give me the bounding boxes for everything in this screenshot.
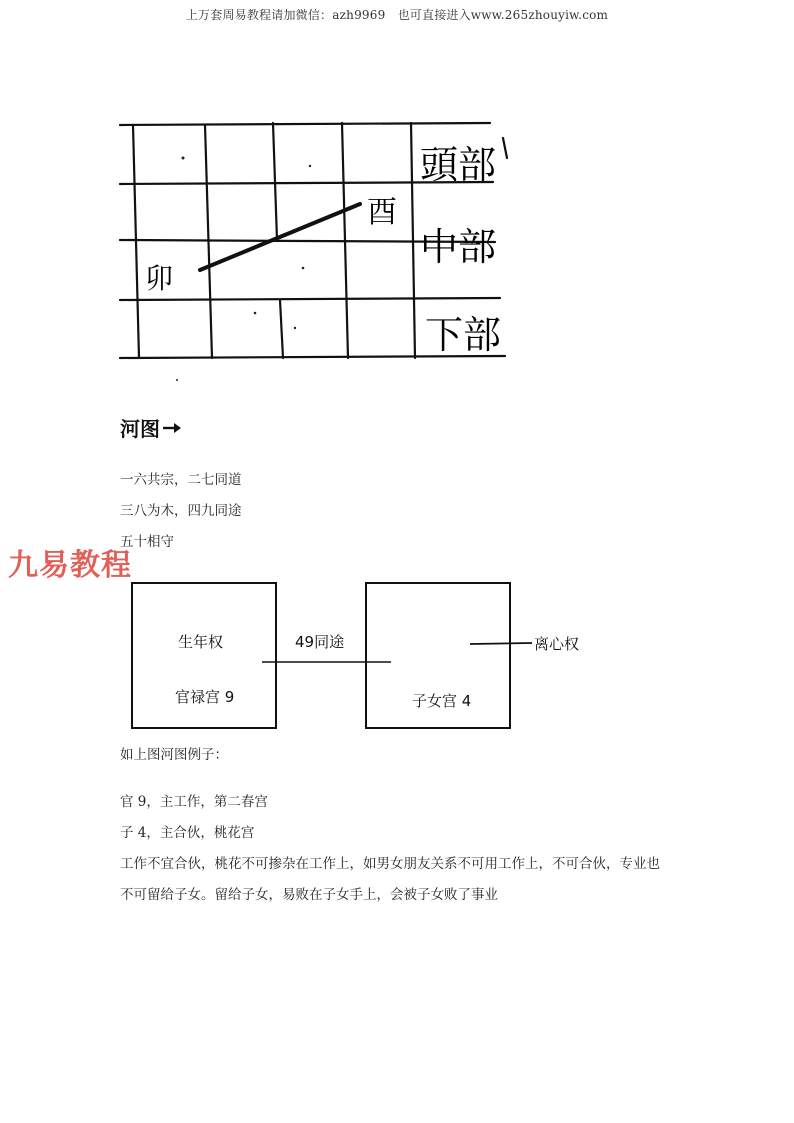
right-box-bottom-label: 子女宫 4	[412, 692, 472, 710]
connector-label: 49同途	[295, 633, 345, 651]
body-line-4: 不可留给子女。留给子女，易败在子女手上，会被子女败了事业	[120, 887, 498, 903]
grid-line-stub	[503, 138, 507, 158]
left-box	[132, 583, 276, 728]
left-box-top-label: 生年权	[178, 633, 224, 651]
section-heading	[120, 413, 182, 442]
arrow-right-icon	[162, 416, 182, 440]
hetu-example-diagram	[130, 580, 600, 732]
body-line-2: 子 4，主合伙，桃花宫	[120, 825, 255, 841]
sketch-label-bottom: 下部	[425, 313, 502, 357]
left-box-bottom-label: 官禄宫 9	[175, 688, 235, 706]
grid-line-h1	[120, 123, 490, 125]
mao-you-connecting-line	[200, 204, 360, 270]
grid-line-v4	[280, 300, 283, 358]
sketch-label-mao: 卯	[145, 262, 174, 295]
grid-line-v3	[273, 123, 277, 240]
page-header: 上万套周易教程请加微信：azh9969 也可直接进入www.265zhouyiw.com	[185, 8, 609, 22]
right-pointer-line	[470, 643, 532, 644]
body-line-1: 官 9，主工作，第二春宫	[120, 794, 268, 810]
grid-line-v1	[133, 125, 139, 358]
watermark: 九易教程	[8, 548, 132, 583]
sketch-label-you: 酉	[367, 195, 397, 230]
hand-drawn-grid-sketch	[115, 118, 525, 383]
section-title: 河图	[120, 417, 160, 441]
intro-line-2: 三八为木，四九同途	[120, 503, 242, 519]
sketch-label-top: 頭部	[420, 143, 497, 187]
grid-line-h4	[120, 298, 500, 300]
body-line-3: 工作不宜合伙，桃花不可掺杂在工作上，如男女朋友关系不可用工作上，不可合伙，专业也	[120, 856, 660, 872]
example-intro: 如上图河图例子：	[120, 747, 228, 763]
intro-line-3: 五十相守	[120, 534, 174, 550]
right-label: 离心权	[534, 635, 580, 653]
sketch-label-middle: 中部	[420, 225, 497, 269]
intro-line-1: 一六共宗，二七同道	[120, 472, 242, 488]
